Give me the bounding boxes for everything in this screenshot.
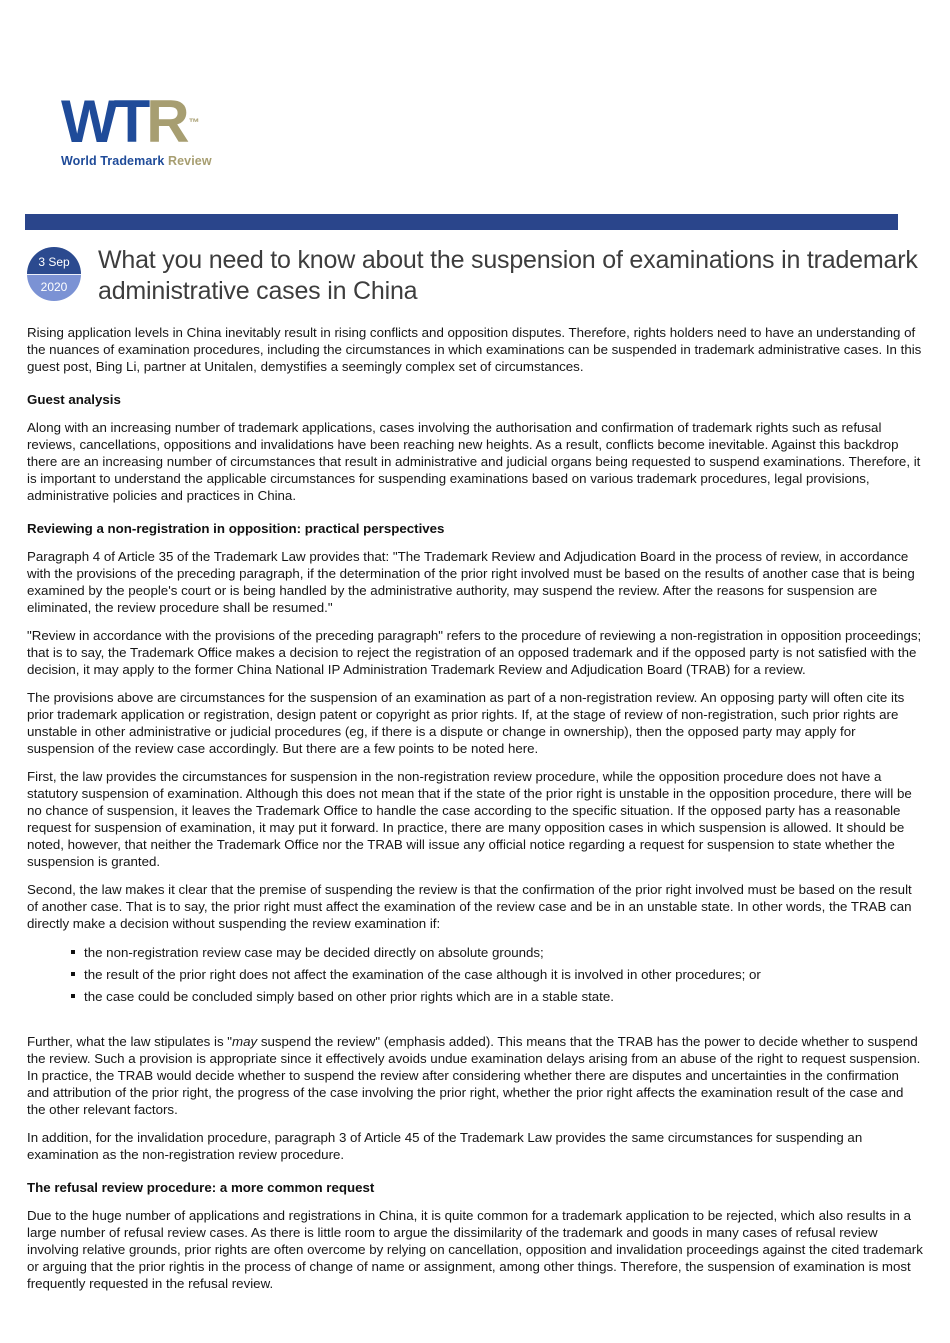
refusal-review-heading: The refusal review procedure: a more common request [27,1180,375,1195]
logo-letters-wt: WT [61,88,147,155]
guest-analysis-heading: Guest analysis [27,392,121,407]
paragraph-second-point: Second, the law makes it clear that the premise of suspending the review is that the confirmation of the prior right involved must be based on the result of another case. That is to say, the prior right must affect the examination of the review case and be in an unstable state. In other words, the TRAB can directly make a decision without suspending the review examination if: [27,882,912,931]
paragraph-further-italic: may [232,1034,258,1049]
tagline-world-trademark: World Trademark [61,154,165,168]
list-item: the result of the prior right does not affect the examination of the case although it is involved in other procedures; or [84,966,923,983]
wtr-logo [61,0,261,168]
list-item: the non-registration review case may be decided directly on absolute grounds; [84,944,923,961]
logo-tagline [61,154,261,168]
tagline-review: Review [167,154,212,168]
trademark-symbol-icon: ™ [188,117,200,129]
top-divider-bar [25,214,898,230]
paragraph-due-to: Due to the huge number of applications and registrations in China, it is quite common for a trademark application to be rejected, which also results in a large number of refusal review cases. As there is little room to argue the dissimilarity of the trademark and goods in many cases of refusal review involving relative grounds, prior rights are often overcome by relying on cancellation, opposition and invalidation proceedings against the cited trademark or arguing that the prior rightis in the process of change of name or assignment, among other things. Therefore, the suspension of examination is most frequently requested in the refusal review. [27,1208,923,1291]
paragraph-along-with: Along with an increasing number of trademark applications, cases involving the authorisation and confirmation of trademark rights such as refusal reviews, cancellations, oppositions and invalidations have been reaching new heights. As a result, conflicts become inevitable. Against this backdrop there are an increasing number of circumstances that result in administrative and judicial organs being requested to suspend examinations. Therefore, it is important to understand the applicable circumstances for suspending examinations based on various trademark procedures, legal provisions, administrative policies and practices in China. [27,420,921,503]
article-body [27,324,923,1292]
date-badge [27,247,81,301]
paragraph-first-point: First, the law provides the circumstances for suspension in the non-registration review procedure, while the opposition procedure does not have a statutory suspension of examination. Although this does not mean that if the state of the prior right is unstable in the opposition procedure, there will be no chance of suspension, it leaves the Trademark Office to handle the case according to the specific situation. If the opposed party has a reasonable request for suspension of examination, it may put it forward. In practice, there are many opposition cases in which suspension is allowed. It should be noted, however, that neither the Trademark Office nor the TRAB will issue any official notice regarding a request for suspension to state whether the suspension is granted. [27,769,912,869]
intro-paragraph: Rising application levels in China inevitably result in rising conflicts and opposition disputes. Therefore, rights holders need to have an understanding of the nuances of examination procedures, including the circumstances in which examinations can be suspended in trademark administrative cases. In this guest post, Bing Li, partner at Unitalen, demystifies a seemingly complex set of circumstances. [27,325,922,374]
wtr-logo-letters [61,88,200,155]
paragraph-provisions: The provisions above are circumstances for the suspension of an examination as part of a non-registration review. An opposing party will often cite its prior trademark application or registration, design patent or copyright as prior rights. If, at the stage of review of non-registration, such prior rights are unstable in other administrative or judicial procedures (eg, if there is a dispute or change in ownership), then the opposed party may apply for suspension of the review case accordingly. But there are a few points to be noted here. [27,690,905,756]
paragraph-further-pre: Further, what the law stipulates is " [27,1034,233,1049]
article-header [27,245,923,307]
paragraph-review-quote: "Review in accordance with the provisions of the preceding paragraph" refers to the procedure of reviewing a non-registration in opposition proceedings; that is to say, the Trademark Office makes a decision to reject the registration of an opposed trademark and if the opposed party is not satisfied with the decision, it may apply to the former China National IP Administration Trademark Review and Adjudication Board (TRAB) for a review. [27,628,922,677]
reviewing-non-registration-heading: Reviewing a non-registration in opposition: practical perspectives [27,521,445,536]
list-item: the case could be concluded simply based on other prior rights which are in a stable state. [84,988,923,1005]
date-day-month: 3 Sep [27,247,81,274]
paragraph-further [27,1033,923,1118]
logo-letter-r: R [146,88,186,155]
paragraph-in-addition: In addition, for the invalidation procedure, paragraph 3 of Article 45 of the Trademark Law provides the same circumstances for suspending an examination as the non-registration review procedure. [27,1130,863,1162]
bullet-list [27,944,923,1005]
paragraph-article-35: Paragraph 4 of Article 35 of the Trademark Law provides that: "The Trademark Review and Adjudication Board in the process of review, in accordance with the provisions of the preceding paragraph, if the determination of the prior right involved must be based on the results of another case that is being examined by the people's court or is being handled by the administrative authority, may suspend the review. After the reasons for suspension are eliminated, the review procedure shall be resumed." [27,549,915,615]
date-year: 2020 [27,274,81,301]
paragraph-further-post: suspend the review" (emphasis added). This means that the TRAB has the power to decide whether to suspend the review. Such a provision is appropriate since it effectively avoids undue examination delays arising from an abuse of the right to request suspension. In practice, the TRAB would decide whether to suspend the review after considering whether there are disputes and uncertainties in the confirmation and attribution of the prior right, the progress of the case involving the prior right, whether the prior right affects the examination result of the case and the other relevant factors. [27,1034,921,1117]
page-title: What you need to know about the suspension of examinations in trademark administrative cases in China [98,246,918,305]
